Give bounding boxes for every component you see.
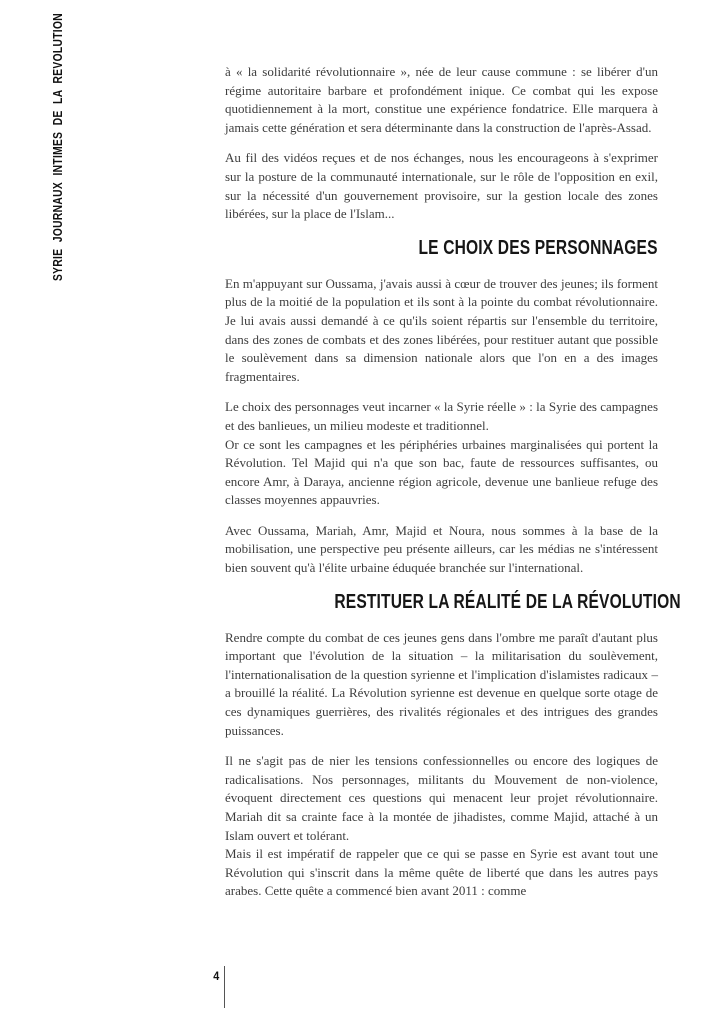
paragraph: à « la solidarité révolutionnaire », née de leur cause commune : se libérer d'un régime autoritaire barbare et profondément inique. Ce combat qui les expose quotidiennement à la mort, constitue une expérience fondatrice. Elle marquera à jamais cette génération et sera déterminante dans la construction de l'après-Assad. [225,64,658,135]
page-content [225,63,681,901]
section-heading-text: LE CHOIX DES PERSONNAGES [418,235,658,259]
sidebar-vertical-title: SYRIE JOURNAUX INTIMES DE LA REVOLUTION [51,12,65,281]
section-heading [225,237,658,259]
section-heading-text: RESTITUER LA RÉALITÉ DE LA RÉVOLUTION [334,589,681,613]
paragraph: Il ne s'agit pas de nier les tensions confessionnelles ou encore des logiques de radicalisations. Nos personnages, militants du Mouvement de non-violence, évoquent directement ces questions qui menacent leur projet révolutionnaire. Mariah dit sa crainte face à la montée de jihadistes, comme Majid, attaché à un Islam ouvert et tolérant. [225,753,658,843]
paragraph: Or ce sont les campagnes et les périphéries urbaines marginalisées qui portent la Révolution. Tel Majid qui n'a que son bac, faute de ressources suffisantes, ou encore Amr, à Daraya, ancienne région agricole, devenue une banlieue refuge des classes moyennes appauvries. [225,436,658,508]
paragraph: En m'appuyant sur Oussama, j'avais aussi à cœur de trouver des jeunes; ils forment plus de la moitié de la population et ils sont à la pointe du combat révolutionnaire. Je lui avais aussi demandé à ce qu'ils soient répartis sur l'ensemble du territoire, dans des zones de combats et des zones libérées, pour restituer autant que possible le soulèvement dans sa dimension nationale alors que l'on en a des images fragmentaires. [225,275,658,384]
page-number-rule [224,966,225,1008]
paragraph: Mais il est impératif de rappeler que ce qui se passe en Syrie est avant tout une Révolution qui s'inscrit dans la même quête de liberté que dans les autres pays arabes. Cette quête a commencé bien avant 2011 : comme [225,846,658,899]
paragraph: Avec Oussama, Mariah, Amr, Majid et Noura, nous sommes à la base de la mobilisation, une perspective peu présente ailleurs, car les médias ne s'intéressent bien souvent qu'à l'élite urbaine éduquée branchée sur l'international. [225,522,658,576]
paragraph: Le choix des personnages veut incarner « la Syrie réelle » : la Syrie des campagnes et des banlieues, un milieu modeste et traditionnel. [225,399,658,433]
paragraph: Au fil des vidéos reçues et de nos échanges, nous les encourageons à s'exprimer sur la posture de la communauté internationale, sur le rôle de l'opposition en exil, sur la nécessité d'un gouvernement provisoire, sur la gestion locale des zones libérées, sur la place de l'Islam... [225,150,658,222]
section-heading [225,589,681,613]
paragraph: Rendre compte du combat de ces jeunes gens dans l'ombre me paraît d'autant plus important que l'évolution de la situation – la militarisation du soulèvement, l'internationalisation de la question syrienne et l'implication d'islamistes radicaux – a brouillé la réalité. La Révolution syrienne est devenue en quelque sorte otage de ces dynamiques guerrières, des rivalités régionales et des intrigues des grandes puissances. [225,629,658,738]
page-number: 4 [213,969,220,983]
